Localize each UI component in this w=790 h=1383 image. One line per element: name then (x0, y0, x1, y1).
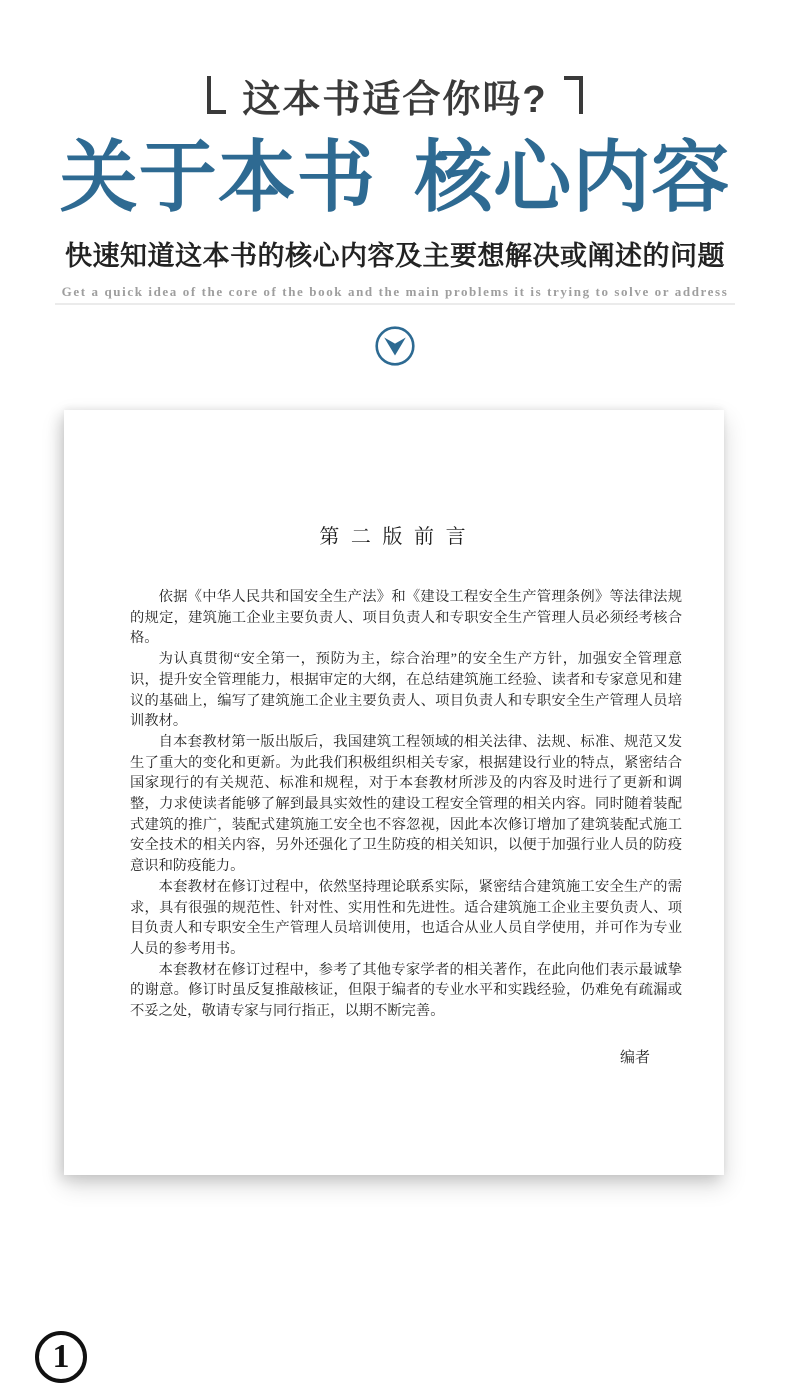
scroll-down-icon (374, 325, 416, 367)
section-subtitle-english: Get a quick idea of the core of the book and the main problems it is trying to solve or address (61, 284, 729, 299)
preface-paragraph: 依据《中华人民共和国安全生产法》和《建设工程安全生产管理条例》等法律法规的规定，建筑施工企业主要负责人、项目负责人和专职安全生产管理人员必须经考核合格。 (130, 589, 682, 647)
header-divider (55, 303, 735, 305)
section-subtitle: 快速知道这本书的核心内容及主要想解决或阐述的问题 (65, 241, 725, 271)
preface-paragraph: 为认真贯彻“安全第一，预防为主，综合治理”的安全生产方针，加强安全管理意识，提升安全管理能力，根据审定的大纲，在总结建筑施工经验、读者和专家意见和建议的基础上，编写了建筑施工企业主要负责人、项目负责人和专职安全生产管理人员培训教材。 (130, 651, 682, 730)
preface-title: 第 二 版 前 言 (319, 526, 469, 548)
corner-bracket-right-icon (564, 76, 583, 114)
preface-page-scan (64, 410, 724, 1175)
circled-number-text: 1 (52, 1338, 70, 1375)
section-title: 关于本书 核心内容 (59, 134, 731, 221)
tagline-text: 这本书适合你吗? (242, 79, 548, 121)
preface-paragraph: 本套教材在修订过程中，依然坚持理论联系实际，紧密结合建筑施工安全生产的需求，具有很强的规范性、针对性、实用性和先进性。适合建筑施工企业主要负责人、项目负责人和专职安全生产管理人员培训使用，也适合从业人员自学使用，并可作为专业人员的参考用书。 (130, 878, 682, 957)
preface-signature: 编者 (619, 1049, 650, 1066)
preface-body (130, 587, 682, 1022)
preface-paragraph: 自本套教材第一版出版后，我国建筑工程领域的相关法律、法规、标准、规范又发生了重大的变化和更新。为此我们积极组织相关专家，根据建设行业的特点，紧密结合国家现行的有关规范、标准和规程，对于本套教材所涉及的内容及时进行了更新和调整，力求使读者能够了解到最具实效性的建设工程安全管理的相关内容。同时随着装配式建筑的推广，装配式建筑施工安全也不容忽视，因此本次修订增加了建筑装配式施工安全技术的相关内容，另外还强化了卫生防疫的相关知识，以便于加强行业人员的防疫意识和防疫能力。 (130, 733, 682, 875)
section-tagline (0, 76, 790, 124)
circled-number-badge (35, 1331, 87, 1383)
preface-paragraph: 本套教材在修订过程中，参考了其他专家学者的相关著作，在此向他们表示最诚挚的谢意。修订时虽反复推敲核证，但限于编者的专业水平和实践经验，仍难免有疏漏或不妥之处，敬请专家与同行指正，以期不断完善。 (130, 961, 682, 1020)
corner-bracket-left-icon (207, 76, 226, 114)
